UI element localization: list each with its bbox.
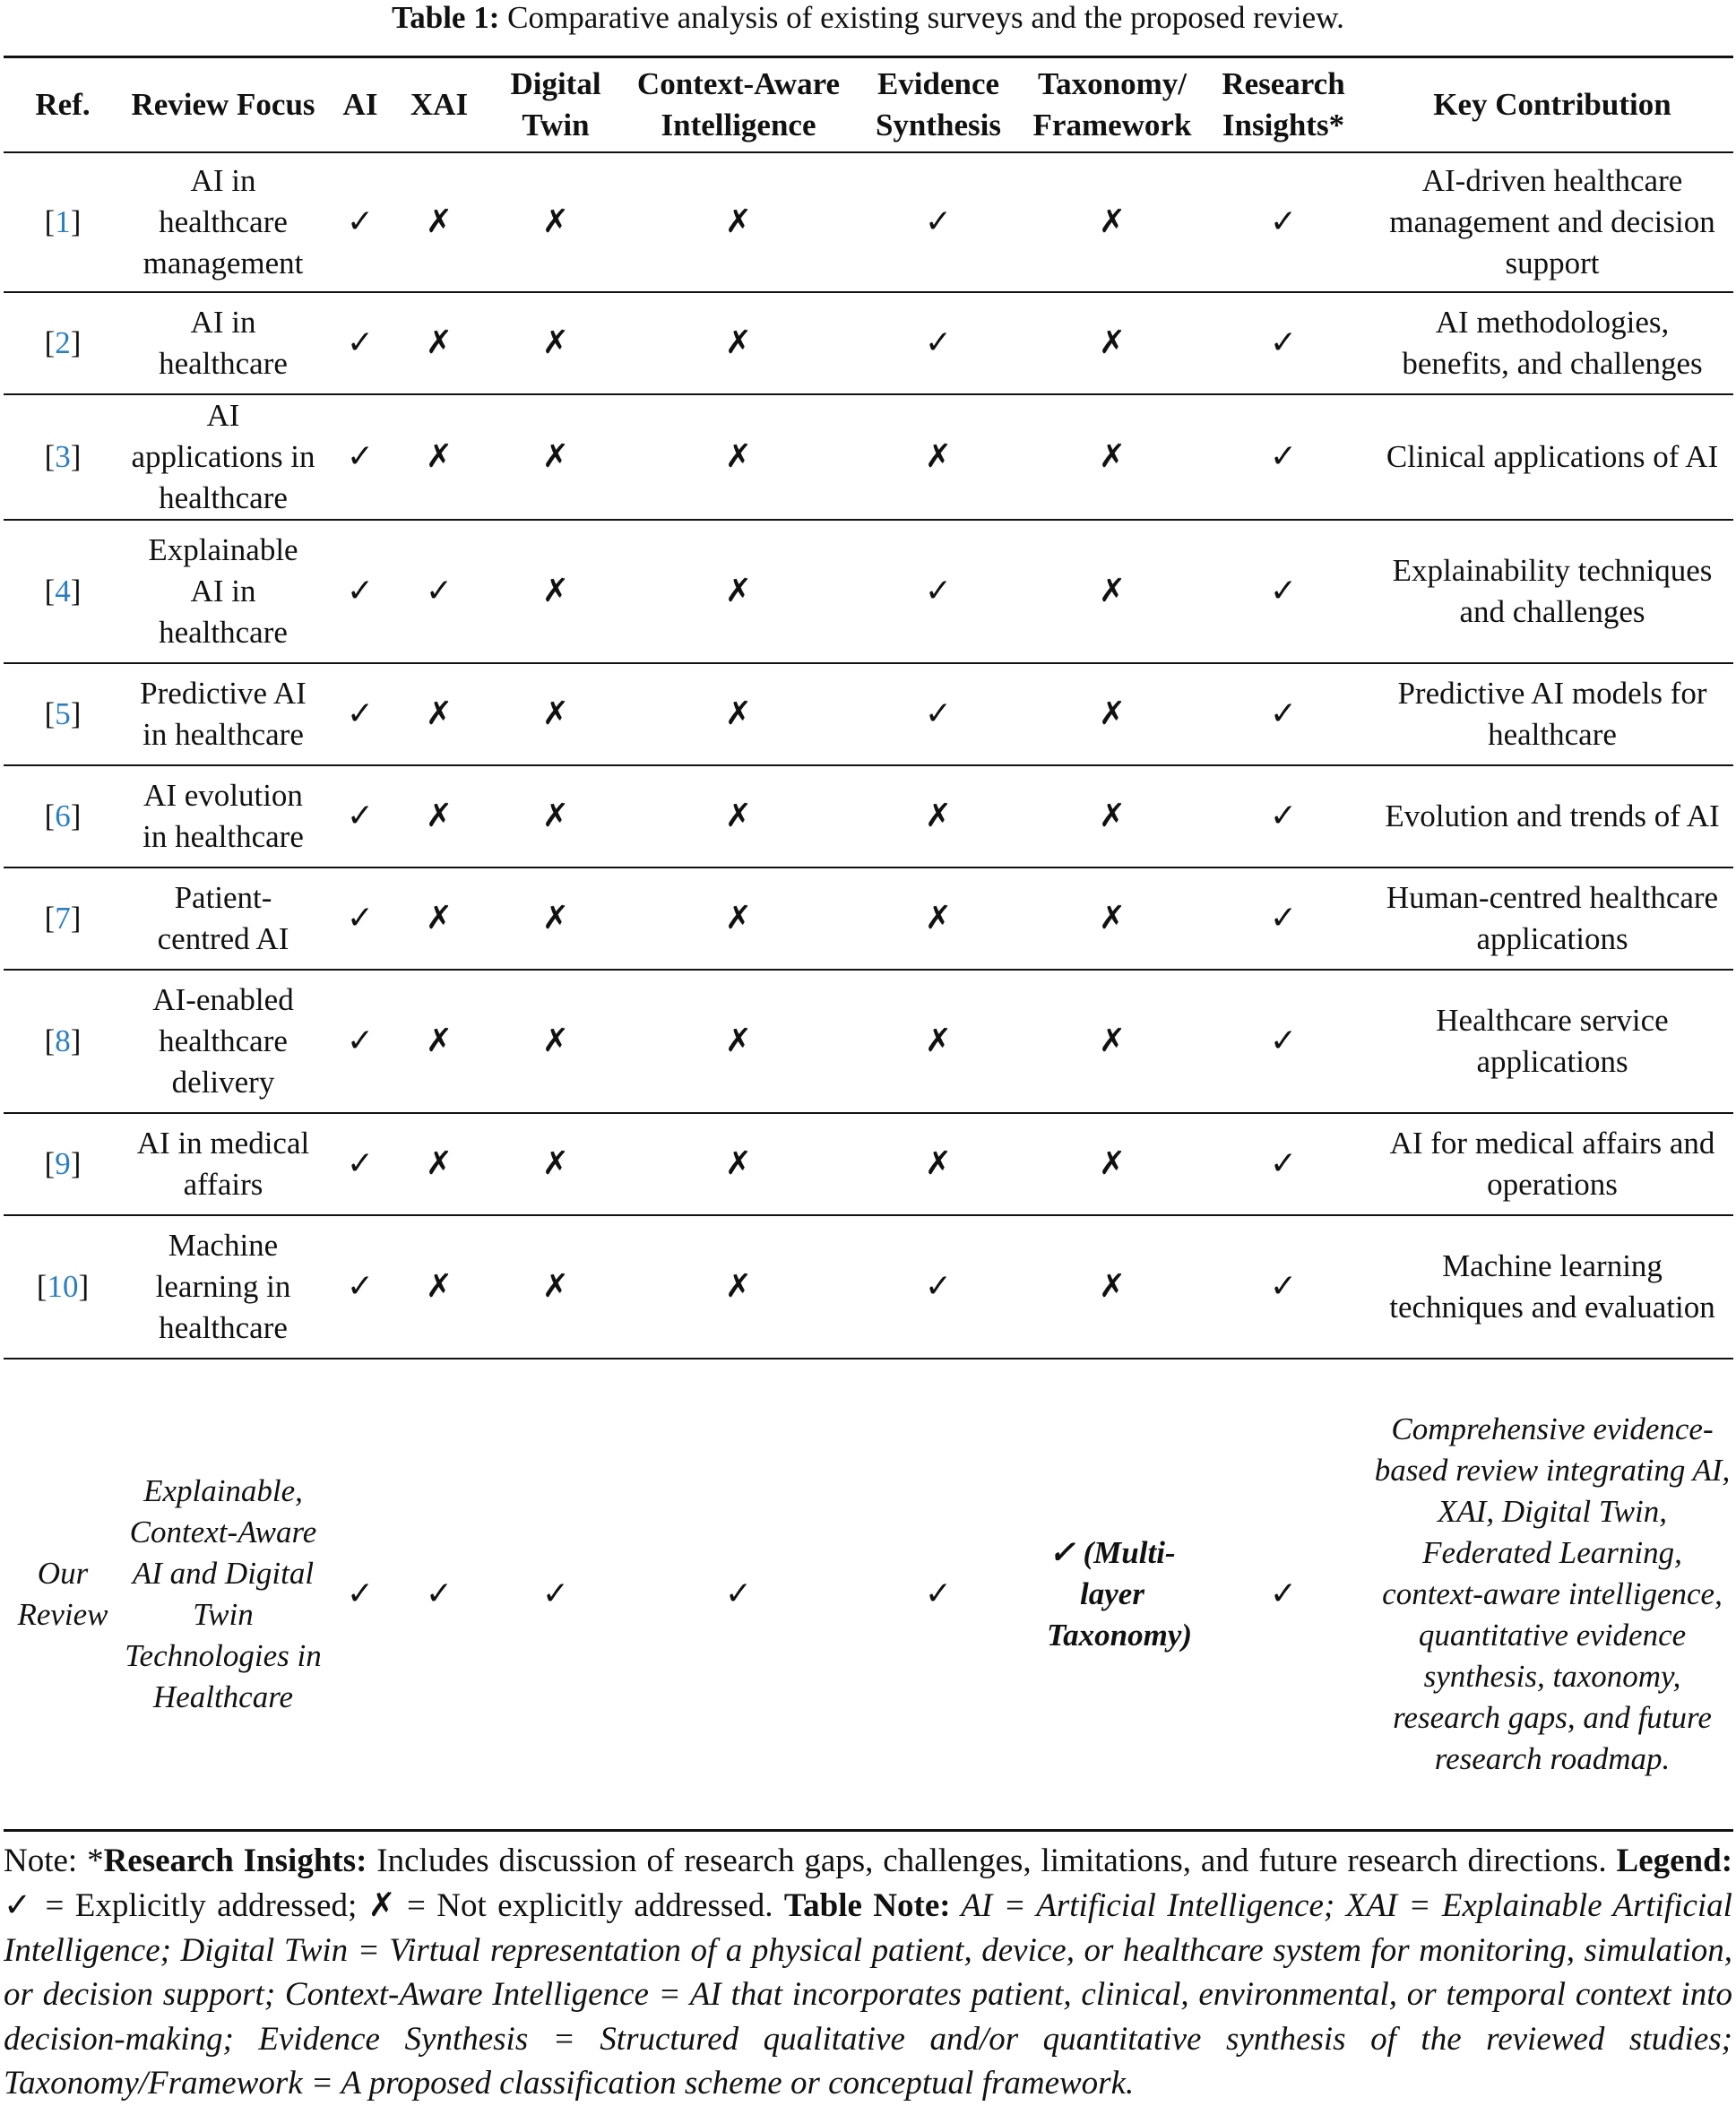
research-insights-mark: ✓ (1269, 203, 1298, 240)
context-aware-mark: ✗ (724, 695, 753, 732)
review-focus-cell: Predictive AI in healthcare (140, 676, 307, 752)
research-insights-mark: ✓ (1269, 695, 1298, 732)
review-focus-cell: AI applications in healthcare (131, 398, 315, 515)
research-insights-mark: ✓ (1269, 798, 1298, 834)
research-insights-label: Research Insights: (103, 1842, 367, 1879)
header-taxonomy: Taxonomy/ Framework (1032, 66, 1192, 142)
our-review-taxonomy: ✓ (Multi-layer Taxonomy) (1047, 1534, 1193, 1653)
key-contribution-cell: AI for medical affairs and operations (1389, 1126, 1715, 1202)
taxonomy-mark: ✗ (1098, 203, 1127, 240)
legend-cross-icon: ✗ (367, 1886, 396, 1924)
digital-twin-mark: ✗ (541, 1145, 570, 1182)
our-review-evidence-synthesis: ✓ (924, 1575, 953, 1612)
xai-mark: ✗ (425, 438, 453, 475)
caption-label: Table 1: (392, 0, 500, 35)
taxonomy-mark: ✗ (1098, 695, 1127, 732)
table-row (4, 1215, 1733, 1359)
header-context-aware: Context-Aware Intelligence (636, 66, 841, 142)
legend-check-icon: ✓ (4, 1886, 35, 1924)
taxonomy-mark: ✗ (1098, 1023, 1127, 1059)
key-contribution-cell: AI methodologies, benefits, and challenges (1402, 305, 1703, 381)
review-focus-cell: AI-enabled healthcare delivery (152, 982, 294, 1100)
digital-twin-mark: ✗ (541, 900, 570, 936)
our-review-key-contribution: Comprehensive evidence-based review integrating AI, XAI, Digital Twin, Federated Learning, context-aware intelligence, quantitative evidence synthesis, taxonomy, research gaps, and future research roadmap. (1374, 1411, 1731, 1776)
research-insights-mark: ✓ (1269, 900, 1298, 936)
ref-cell: [2] (44, 325, 82, 360)
review-focus-cell: AI in healthcare management (143, 163, 304, 281)
ai-mark: ✓ (346, 203, 375, 240)
digital-twin-mark: ✗ (541, 324, 570, 361)
header-research-insights: Research Insights* (1222, 66, 1345, 142)
legend-no-text: = Not explicitly addressed. (395, 1887, 784, 1924)
table-note-label: Table Note: (783, 1887, 951, 1924)
taxonomy-mark: ✗ (1098, 1268, 1127, 1305)
ai-mark: ✓ (346, 1268, 375, 1305)
ref-cell: [8] (44, 1023, 82, 1058)
xai-mark: ✗ (425, 1268, 453, 1305)
citation-link[interactable]: 1 (55, 204, 71, 239)
table-row (4, 152, 1733, 292)
header-key-contribution: Key Contribution (1433, 87, 1671, 122)
citation-link[interactable]: 2 (55, 325, 71, 360)
legend-yes-text: = Explicitly addressed; (34, 1887, 368, 1924)
ai-mark: ✓ (346, 695, 375, 732)
ref-cell: [10] (36, 1269, 90, 1304)
digital-twin-mark: ✗ (541, 1023, 570, 1059)
table-row (4, 394, 1733, 520)
taxonomy-mark: ✗ (1098, 324, 1127, 361)
caption-text: Comparative analysis of existing surveys and the proposed review. (507, 0, 1344, 35)
digital-twin-mark: ✗ (541, 203, 570, 240)
context-aware-mark: ✗ (724, 1145, 753, 1182)
review-focus-cell: Explainable AI in healthcare (148, 532, 298, 650)
xai-mark: ✗ (425, 900, 453, 936)
review-focus-cell: AI evolution in healthcare (143, 778, 304, 854)
citation-link[interactable]: 5 (55, 696, 71, 731)
key-contribution-cell: Evolution and trends of AI (1385, 798, 1720, 833)
key-contribution-cell: Machine learning techniques and evaluation (1389, 1248, 1715, 1325)
ai-mark: ✓ (346, 1023, 375, 1059)
context-aware-mark: ✗ (724, 203, 753, 240)
ref-cell: [3] (44, 439, 82, 474)
digital-twin-mark: ✗ (541, 1268, 570, 1305)
ai-mark: ✓ (346, 573, 375, 609)
evidence-synthesis-mark: ✗ (924, 1145, 953, 1182)
ref-cell: [1] (44, 204, 82, 239)
research-insights-mark: ✓ (1269, 1268, 1298, 1305)
digital-twin-mark: ✗ (541, 573, 570, 609)
xai-mark: ✗ (425, 695, 453, 732)
our-review-focus: Explainable, Context-Aware AI and Digital Twin Technologies in Healthcare (125, 1472, 322, 1714)
table-row (4, 663, 1733, 765)
taxonomy-mark: ✗ (1098, 438, 1127, 475)
our-review-context-aware: ✓ (724, 1575, 753, 1612)
ref-cell: [5] (44, 696, 82, 731)
key-contribution-cell: Predictive AI models for healthcare (1397, 676, 1707, 752)
evidence-synthesis-mark: ✗ (924, 900, 953, 936)
ai-mark: ✓ (346, 900, 375, 936)
header-review-focus: Review Focus (131, 87, 315, 122)
context-aware-mark: ✗ (724, 573, 753, 609)
evidence-synthesis-mark: ✓ (924, 695, 953, 732)
evidence-synthesis-mark: ✓ (924, 324, 953, 361)
our-review-research-insights: ✓ (1269, 1575, 1298, 1612)
xai-mark: ✗ (425, 203, 453, 240)
table-note-text: AI = Artificial Intelligence; XAI = Explainable Artificial Intelligence; Digital Twin = Virtual representation of a physical patient, device, or healthcare system for monitoring, simulation, or decision support; Context-Aware Intelligence = AI that incorporates patient, clinical, environmental, or temporal context into decision-making; Evidence Synthesis = Structured qualitative and/or quantitative synthesis of the reviewed studies; Taxonomy/Framework = A proposed classification scheme or conceptual framework. (4, 1887, 1732, 2102)
xai-mark: ✗ (425, 1023, 453, 1059)
research-insights-note: Includes discussion of research gaps, challenges, limitations, and future research directions. (367, 1842, 1607, 1879)
context-aware-mark: ✗ (724, 1268, 753, 1305)
table-row (4, 970, 1733, 1113)
header-digital-twin: Digital Twin (510, 66, 601, 142)
research-insights-mark: ✓ (1269, 1145, 1298, 1182)
research-insights-mark: ✓ (1269, 573, 1298, 609)
our-review-ref: Our Review (17, 1555, 108, 1632)
ai-mark: ✓ (346, 324, 375, 361)
research-insights-mark: ✓ (1269, 1023, 1298, 1059)
taxonomy-mark: ✗ (1098, 900, 1127, 936)
context-aware-mark: ✗ (724, 900, 753, 936)
context-aware-mark: ✗ (724, 1023, 753, 1059)
taxonomy-mark: ✗ (1098, 573, 1127, 609)
citation-link[interactable]: 3 (55, 439, 71, 474)
ref-cell: [7] (44, 901, 82, 936)
header-xai: XAI (410, 87, 469, 122)
ref-cell: [6] (44, 798, 82, 833)
taxonomy-mark: ✗ (1098, 798, 1127, 834)
table-caption (4, 0, 1732, 56)
key-contribution-cell: Explainability techniques and challenges (1392, 553, 1713, 629)
taxonomy-mark: ✗ (1098, 1145, 1127, 1182)
ref-cell: [4] (44, 574, 82, 608)
our-review-xai: ✓ (425, 1575, 453, 1612)
context-aware-mark: ✗ (724, 438, 753, 475)
legend-label: Legend: (1616, 1842, 1733, 1879)
table-body (4, 152, 1733, 1830)
header-ai: AI (342, 87, 378, 122)
research-insights-mark: ✓ (1269, 438, 1298, 475)
key-contribution-cell: Healthcare service applications (1436, 1003, 1669, 1079)
ref-cell: [9] (44, 1146, 82, 1181)
digital-twin-mark: ✗ (541, 695, 570, 732)
key-contribution-cell: AI-driven healthcare management and decision support (1389, 163, 1715, 281)
table-notes (4, 1832, 1732, 2106)
research-insights-mark: ✓ (1269, 324, 1298, 361)
evidence-synthesis-mark: ✗ (924, 798, 953, 834)
citation-link[interactable]: 9 (55, 1146, 71, 1181)
ai-mark: ✓ (346, 438, 375, 475)
key-contribution-cell: Human-centred healthcare applications (1386, 880, 1719, 956)
xai-mark: ✗ (425, 324, 453, 361)
review-focus-cell: AI in healthcare (159, 305, 288, 381)
our-review-row (4, 1359, 1733, 1830)
evidence-synthesis-mark: ✓ (924, 203, 953, 240)
citation-link[interactable]: 10 (47, 1269, 79, 1304)
comparison-table (4, 56, 1733, 1832)
table-row (4, 520, 1733, 663)
citation-link[interactable]: 8 (55, 1023, 71, 1058)
ai-mark: ✓ (346, 798, 375, 834)
table-row (4, 1113, 1733, 1215)
key-contribution-cell: Clinical applications of AI (1386, 439, 1719, 474)
review-focus-cell: AI in medical affairs (136, 1126, 310, 1202)
table-row (4, 765, 1733, 867)
digital-twin-mark: ✗ (541, 798, 570, 834)
evidence-synthesis-mark: ✗ (924, 438, 953, 475)
digital-twin-mark: ✗ (541, 438, 570, 475)
note-prefix: Note: * (4, 1842, 104, 1879)
table-row (4, 292, 1733, 394)
xai-mark: ✗ (425, 798, 453, 834)
header-ref: Ref. (35, 87, 91, 122)
citation-link[interactable]: 7 (55, 901, 71, 936)
review-focus-cell: Machine learning in healthcare (155, 1228, 291, 1345)
header-evidence-synthesis: Evidence Synthesis (875, 66, 1002, 142)
xai-mark: ✗ (425, 1145, 453, 1182)
citation-link[interactable]: 4 (55, 574, 71, 608)
evidence-synthesis-mark: ✓ (924, 573, 953, 609)
ai-mark: ✓ (346, 1145, 375, 1182)
context-aware-mark: ✗ (724, 798, 753, 834)
evidence-synthesis-mark: ✓ (924, 1268, 953, 1305)
table-row (4, 867, 1733, 970)
header-row (4, 57, 1733, 153)
evidence-synthesis-mark: ✗ (924, 1023, 953, 1059)
xai-mark: ✓ (425, 573, 453, 609)
citation-link[interactable]: 6 (55, 798, 71, 833)
review-focus-cell: Patient-centred AI (157, 880, 289, 956)
our-review-ai: ✓ (346, 1575, 375, 1612)
context-aware-mark: ✗ (724, 324, 753, 361)
our-review-digital-twin: ✓ (541, 1575, 570, 1612)
